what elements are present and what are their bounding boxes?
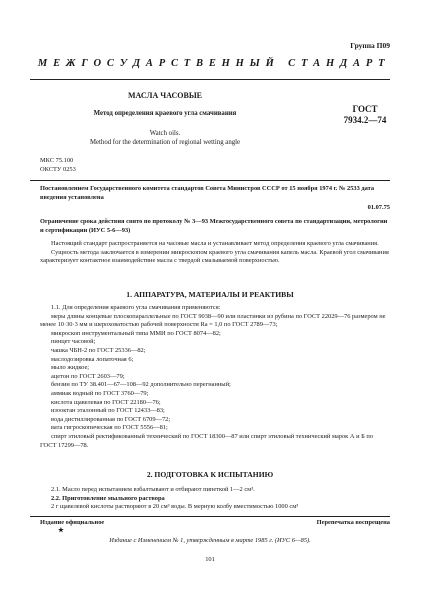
footer-rule [30,516,390,517]
scope-paragraph: Настоящий стандарт распространяется на часовые масла и устанавливает метод определения краевого угла смачивания. [51,240,379,247]
decree-text: Постановлением Государственного комитета стандартов Совета Министров СССР от 15 ноября 1974 г. № 2533 дата введения установлена [40,185,375,201]
method-essence-paragraph: Сущность метода заключается в измерении микроскопом краевого угла смачивания капель масла. Краевой угол смачивания характеризует контактное взаимодействие масла с твердой смазываемой поверхностью. [40,248,389,265]
official-edition-label: Издание официальное [40,519,105,526]
header-rule [30,79,390,80]
okstu-code: ОКСТУ 0253 [40,166,76,173]
list-item: изооктан эталонный по ГОСТ 12433—83; [51,407,165,415]
list-item: мыло жидкое; [51,364,90,372]
title-en: Watch oils. [149,130,181,137]
list-item: вода дистиллированная по ГОСТ 6709—72; [51,415,171,423]
apparatus-lead: 1.1. Для определения краевого угла смачивания применяются: [51,304,221,311]
list-item: маслодозировка лопаточная 6; [51,355,134,363]
list-item: аммиак водный по ГОСТ 3760—79; [51,389,149,397]
validity-limit-note: Ограничение срока действия снято по протоколу № 3—93 Межгосударственного совета по стандартизации, метрологии и сертификации (ИУС 5-6—93) [40,218,388,234]
section2-body [40,486,390,512]
apparatus-list [40,330,390,433]
star-mark: ★ [58,527,64,534]
introduction-date: 01.07.75 [367,204,390,211]
section1-body [40,304,390,450]
gost-label: ГОСТ [352,104,378,114]
intro-block [40,240,390,266]
paragraph-2-2-text: 2 г щавелевой кислоты растворяют в 20 см³ воды. В мерную колбу вместимостью 1000 см³ [51,503,299,511]
gost-number: 7934.2—74 [343,115,387,125]
apparatus-item-gauges: меры длины концевые плоскопараллельные по ГОСТ 9038—90 или пластинки из рубина по ГОСТ 22029—76 размером не менее 10·30·3 мм и шероховатостью рабочей поверхности Ra = 1,0 по ГОСТ 2789—73; [40,312,386,329]
reprint-prohibited-label: Перепечатка воспрещена [316,519,390,526]
list-item: чашка ЧБН-2 по ГОСТ 25336—82; [51,346,146,354]
list-item: пинцет часовой; [51,338,96,346]
mks-code: МКС 75.100 [40,157,74,164]
group-label: Группа П09 [350,41,390,50]
paragraph-2-1: 2.1. Масло перед испытанием взбалтывают и отбирают пипеткой 1—2 см³. [51,486,255,493]
list-item: микроскоп инструментальный типа ММИ по ГОСТ 8074—82; [51,329,221,337]
section1-heading: 1. АППАРАТУРА, МАТЕРИАЛЫ И РЕАКТИВЫ [126,290,294,299]
document-title: МАСЛА ЧАСОВЫЕ [127,91,203,100]
page-number: 101 [205,556,215,563]
list-item: ацетон по ГОСТ 2603—79; [51,372,125,380]
amendment-note: Издание с Изменением № 1, утвержденным в марте 1985 г. (ИУС 6—85). [109,537,311,544]
method-title-ru: Метод определения краевого угла смачивания [93,110,237,117]
list-item: вата гигроскопическая по ГОСТ 5556—81; [51,424,168,432]
method-title-en: Method for the determination of regional wetting angle [89,139,241,146]
list-item: бензин по ТУ 38.401—67—108—92 дополнительно перегнанный; [51,381,231,389]
section2-heading: 2. ПОДГОТОВКА К ИСПЫТАНИЮ [146,470,274,479]
list-item: кислота щавелевая по ГОСТ 22180—76; [51,398,161,406]
standard-type-heading: М Е Ж Г О С У Д А Р С Т В Е Н Н Ы Й С Т А Н Д А Р Т [37,58,387,69]
paragraph-2-2-title: 2.2. Приготовление мыльного раствора [51,494,165,502]
apparatus-item-ethanol: спирт этиловый ректификованный технический по ГОСТ 18300—87 или спирт этиловый технический марок А и Б по ГОСТ 17299—78. [40,432,373,449]
codes-rule [30,180,390,181]
